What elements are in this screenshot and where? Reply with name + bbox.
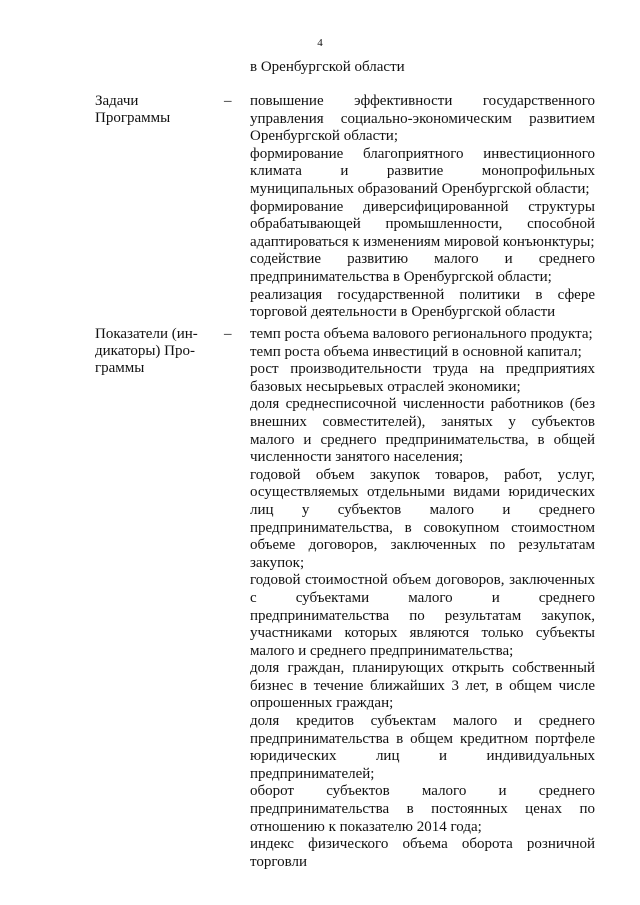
list-item: реализация государственной политики в сфере торговой деятельности в Оренбургской области bbox=[250, 286, 595, 321]
list-item: темп роста объема инвестиций в основной капитал; bbox=[250, 343, 582, 360]
dash-separator: – bbox=[224, 326, 232, 342]
list-item: индекс физического объема оборота розничной торговли bbox=[250, 836, 595, 870]
page-number: 4 bbox=[317, 37, 323, 49]
list-item: повышение эффективности государственного управления социально-экономическим развитием Оренбургской области; bbox=[250, 93, 595, 145]
list-item: формирование диверсифицированной структуры обрабатывающей промышленности, способной адаптироваться к изменениям мировой конъюнктуры; bbox=[250, 198, 595, 250]
dash-separator: – bbox=[224, 93, 232, 109]
list-item: рост производительности труда на предприятиях базовых несырьевых отраслей экономики; bbox=[250, 361, 595, 395]
list-item: доля среднесписочной численности работников (без внешних совместителей), занятых у субъектов малого и среднего предпринимательства, в общей численности занятого населения; bbox=[250, 396, 595, 466]
section-label: Задачи Программы bbox=[95, 93, 171, 126]
list-item: доля кредитов субъектам малого и среднего предпринимательства в общем кредитном портфеле юридических лиц и индивидуальных предпринимателей; bbox=[250, 713, 595, 782]
list-item: оборот субъектов малого и среднего предпринимательства в постоянных ценах по отношению к показателю 2014 года; bbox=[250, 783, 595, 835]
list-item: годовой объем закупок товаров, работ, услуг, осуществляемых отдельными видами юридических лиц у субъектов малого и среднего предпринимательства, в совокупном стоимостном объеме договоров, заключенных по результатам закупок; bbox=[250, 466, 595, 571]
list-item: темп роста объема валового регионального продукта; bbox=[250, 326, 593, 342]
list-item: доля граждан, планирующих открыть собственный бизнес в течение ближайших 3 лет, в общем числе опрошенных граждан; bbox=[250, 660, 595, 712]
list-item: содействие развитию малого и среднего предпринимательства в Оренбургской области; bbox=[250, 251, 595, 285]
section-items bbox=[250, 326, 595, 871]
list-item: формирование благоприятного инвестиционного климата и развитие монопрофильных муниципальных образований Оренбургской области; bbox=[250, 145, 595, 197]
section-label: Показатели (ин- дикаторы) Про- граммы bbox=[95, 326, 198, 376]
list-item: годовой стоимостной объем договоров, заключенных с субъектами малого и среднего предпринимательства по результатам закупок, участниками которых являются только субъекты малого и среднего предпринимательства; bbox=[250, 572, 595, 659]
continuation-text: в Оренбургской области bbox=[250, 59, 405, 75]
section-items bbox=[250, 93, 595, 322]
